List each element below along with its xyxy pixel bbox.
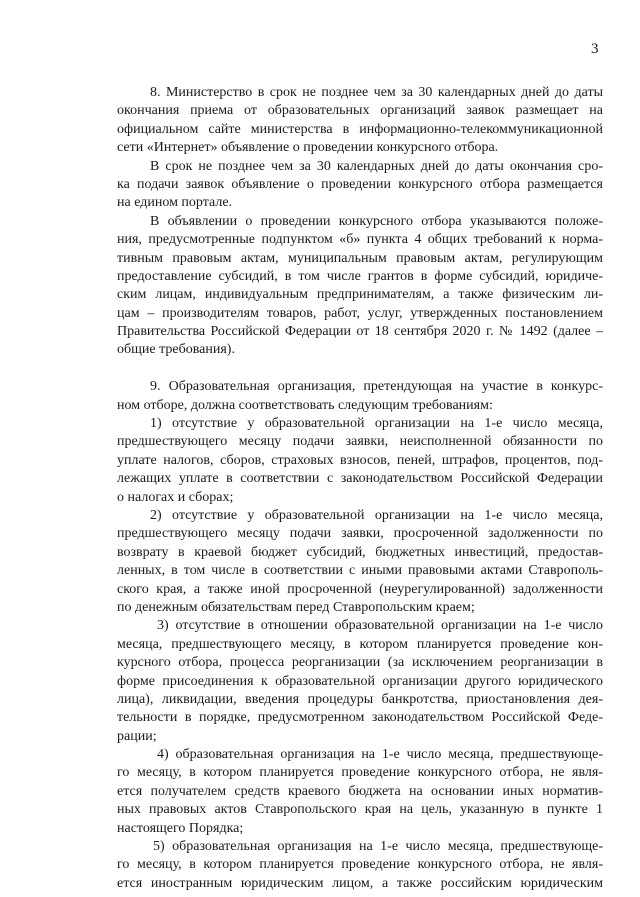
text-line: го месяцу, в котором планируется проведение конкурсного отбора, не явля- [117,857,603,873]
text-line: месяца, предшествующего месяцу, в котором планируется проведение кон- [117,636,603,652]
text-line: ским лицам, индивидуальным предпринимателям, а также физическим ли- [117,287,603,303]
text-line: сети «Интернет» объявление о проведении конкурсного отбора. [117,140,499,156]
text-line: рации; [117,728,157,744]
text-line: Правительства Российской Федерации от 18 сентября 2020 г. № 1492 (далее – [117,324,603,340]
text-line: В срок не позднее чем за 30 календарных дней до даты окончания сро- [150,158,603,174]
text-line: ется иностранным юридическим лицом, а также российским юридическим [117,875,603,891]
text-line: предшествующего месяцу подачи заявки, неисполненной обязанности по [117,434,603,450]
text-line: курсного отбора, процесса реорганизации (за исключением реорганизации в [117,655,603,671]
text-line: предшествующего месяцу подачи заявки, просроченной задолженности по [117,526,603,542]
text-line: ского края, а также иной просроченной (неурегулированной) задолженности [117,581,603,597]
text-line: общие требования). [117,342,235,358]
text-line: 2) отсутствие у образовательной организации на 1-е число месяца, [150,507,603,523]
text-line: 5) образовательная организация на 1-е число месяца, предшествующе- [153,839,603,855]
text-line: уплате налогов, сборов, страховых взносов, пеней, штрафов, процентов, под- [117,452,603,468]
text-line: ется получателем средств краевого бюджета на основании иных норматив- [117,783,603,799]
text-line: 1) отсутствие у образовательной организации на 1-е число месяца, [150,416,603,432]
text-line: настоящего Порядка; [117,820,244,836]
text-line: цам – производителям товаров, работ, услуг, утвержденных постановлением [117,305,603,321]
text-line: по денежным обязательствам перед Ставропольским краем; [117,599,475,615]
text-line: окончания приема от образовательных организаций заявок размещает на [117,103,603,119]
text-line: ленных, в том числе в соответствии с иными правовыми актами Ставрополь- [117,563,603,579]
text-line: о налогах и сборах; [117,489,234,505]
text-line: го месяцу, в котором планируется проведение конкурсного отбора, не явля- [117,765,603,781]
text-line: лица), ликвидации, введения процедуры банкротства, приостановления дея- [117,691,603,707]
text-line: 8. Министерство в срок не позднее чем за 30 календарных дней до даты [150,85,603,100]
text-line: ном отборе, должна соответствовать следующим требованиям: [117,397,493,413]
text-line: форме присоединения к образовательной организации другого юридического [117,673,603,689]
text-line: ных правовых актов Ставропольского края на цель, указанную в пункте 1 [117,802,603,818]
text-line: возврату в краевой бюджет субсидий, бюджетных инвестиций, предостав- [117,544,603,560]
text-line: 3) отсутствие в отношении образовательной организации на 1-е число [157,618,603,634]
text-line: официальном сайте министерства в информационно-телекоммуникационной [117,121,603,137]
text-line: ка подачи заявок объявление о проведении конкурсного отбора размещается [117,176,603,192]
text-line: В объявлении о проведении конкурсного отбора указываются положе- [150,213,603,229]
text-line: 9. Образовательная организация, претендующая на участие в конкурс- [150,379,603,395]
paragraph-gap [117,360,603,378]
text-line: ния, предусмотренные подпунктом «б» пункта 4 общих требований к норма- [117,232,603,248]
page-number: 3 [591,41,599,57]
text-line: тивным правовым актам, муниципальным правовым актам, регулирующим [117,250,603,266]
text-line: предоставление субсидий, в том числе грантов в форме субсидий, юридиче- [117,268,603,284]
text-line: лежащих уплате в соответствии с законодательством Российской Федерации [117,471,603,487]
text-line: 4) образовательная организация на 1-е число месяца, предшествующе- [157,747,603,763]
text-line: на едином портале. [117,195,233,211]
document-body [117,84,603,893]
text-line: тельности в порядке, предусмотренном законодательством Российской Феде- [117,710,603,726]
